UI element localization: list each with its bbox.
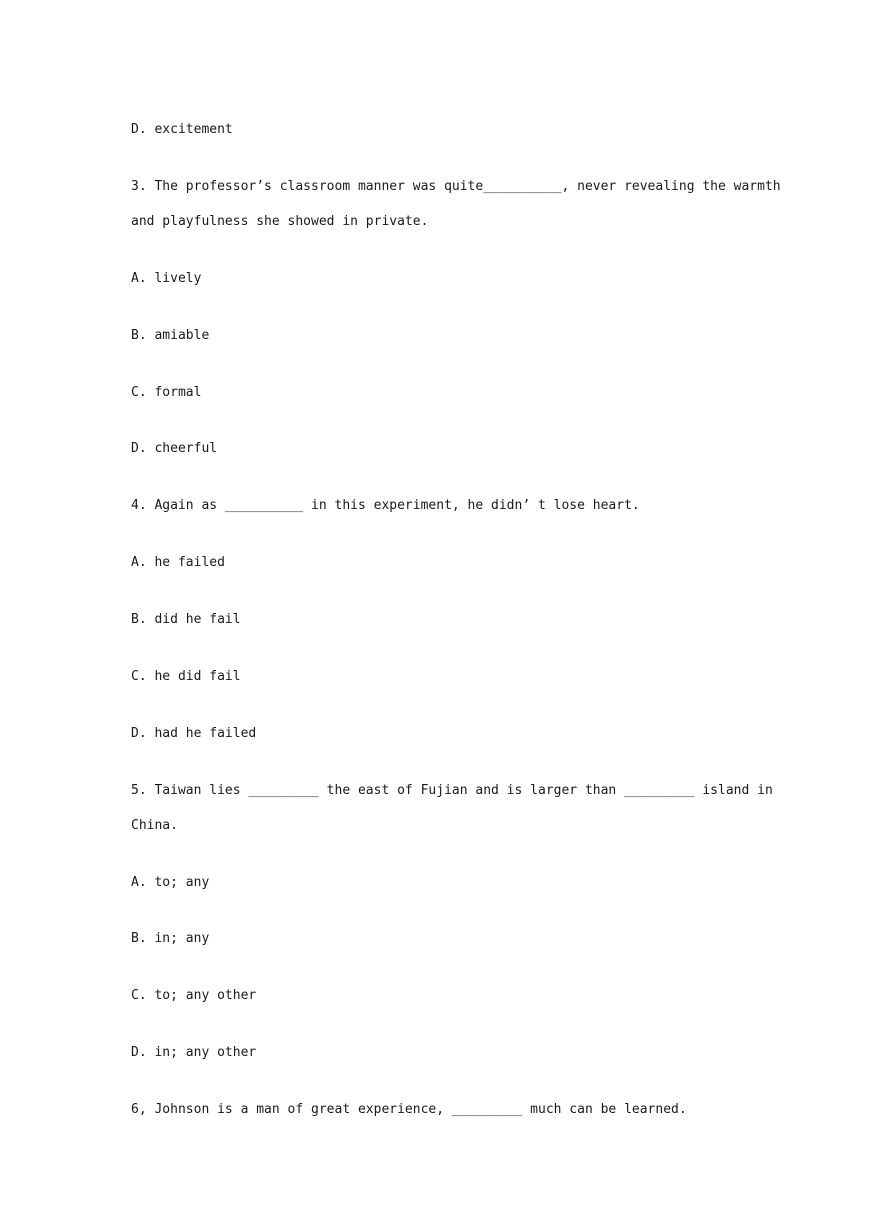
- option-d-q3: D. cheerful: [131, 441, 218, 456]
- option-d-q4: D. had he failed: [131, 726, 257, 741]
- option-c-q4: C. he did fail: [131, 669, 241, 684]
- option-c-q5: C. to; any other: [131, 988, 257, 1003]
- option-a-q5: A. to; any: [131, 875, 210, 890]
- option-c-q3: C. formal: [131, 385, 202, 400]
- question-5-line-2: China.: [131, 818, 178, 833]
- option-a-q4: A. he failed: [131, 555, 225, 570]
- option-d-q2: D. excitement: [131, 122, 233, 137]
- question-3-line-1: 3. The professor’s classroom manner was quite__________, never revealing the warmth: [131, 179, 781, 194]
- question-6: 6, Johnson is a man of great experience, _________ much can be learned.: [131, 1102, 687, 1117]
- option-d-q5: D. in; any other: [131, 1045, 257, 1060]
- option-a-q3: A. lively: [131, 271, 202, 286]
- question-5-line-1: 5. Taiwan lies _________ the east of Fujian and is larger than _________ island in: [131, 783, 773, 798]
- option-b-q3: B. amiable: [131, 328, 210, 343]
- option-b-q5: B. in; any: [131, 931, 210, 946]
- question-3-line-2: and playfulness she showed in private.: [131, 214, 429, 229]
- question-4: 4. Again as __________ in this experiment, he didn’ t lose heart.: [131, 498, 640, 513]
- option-b-q4: B. did he fail: [131, 612, 241, 627]
